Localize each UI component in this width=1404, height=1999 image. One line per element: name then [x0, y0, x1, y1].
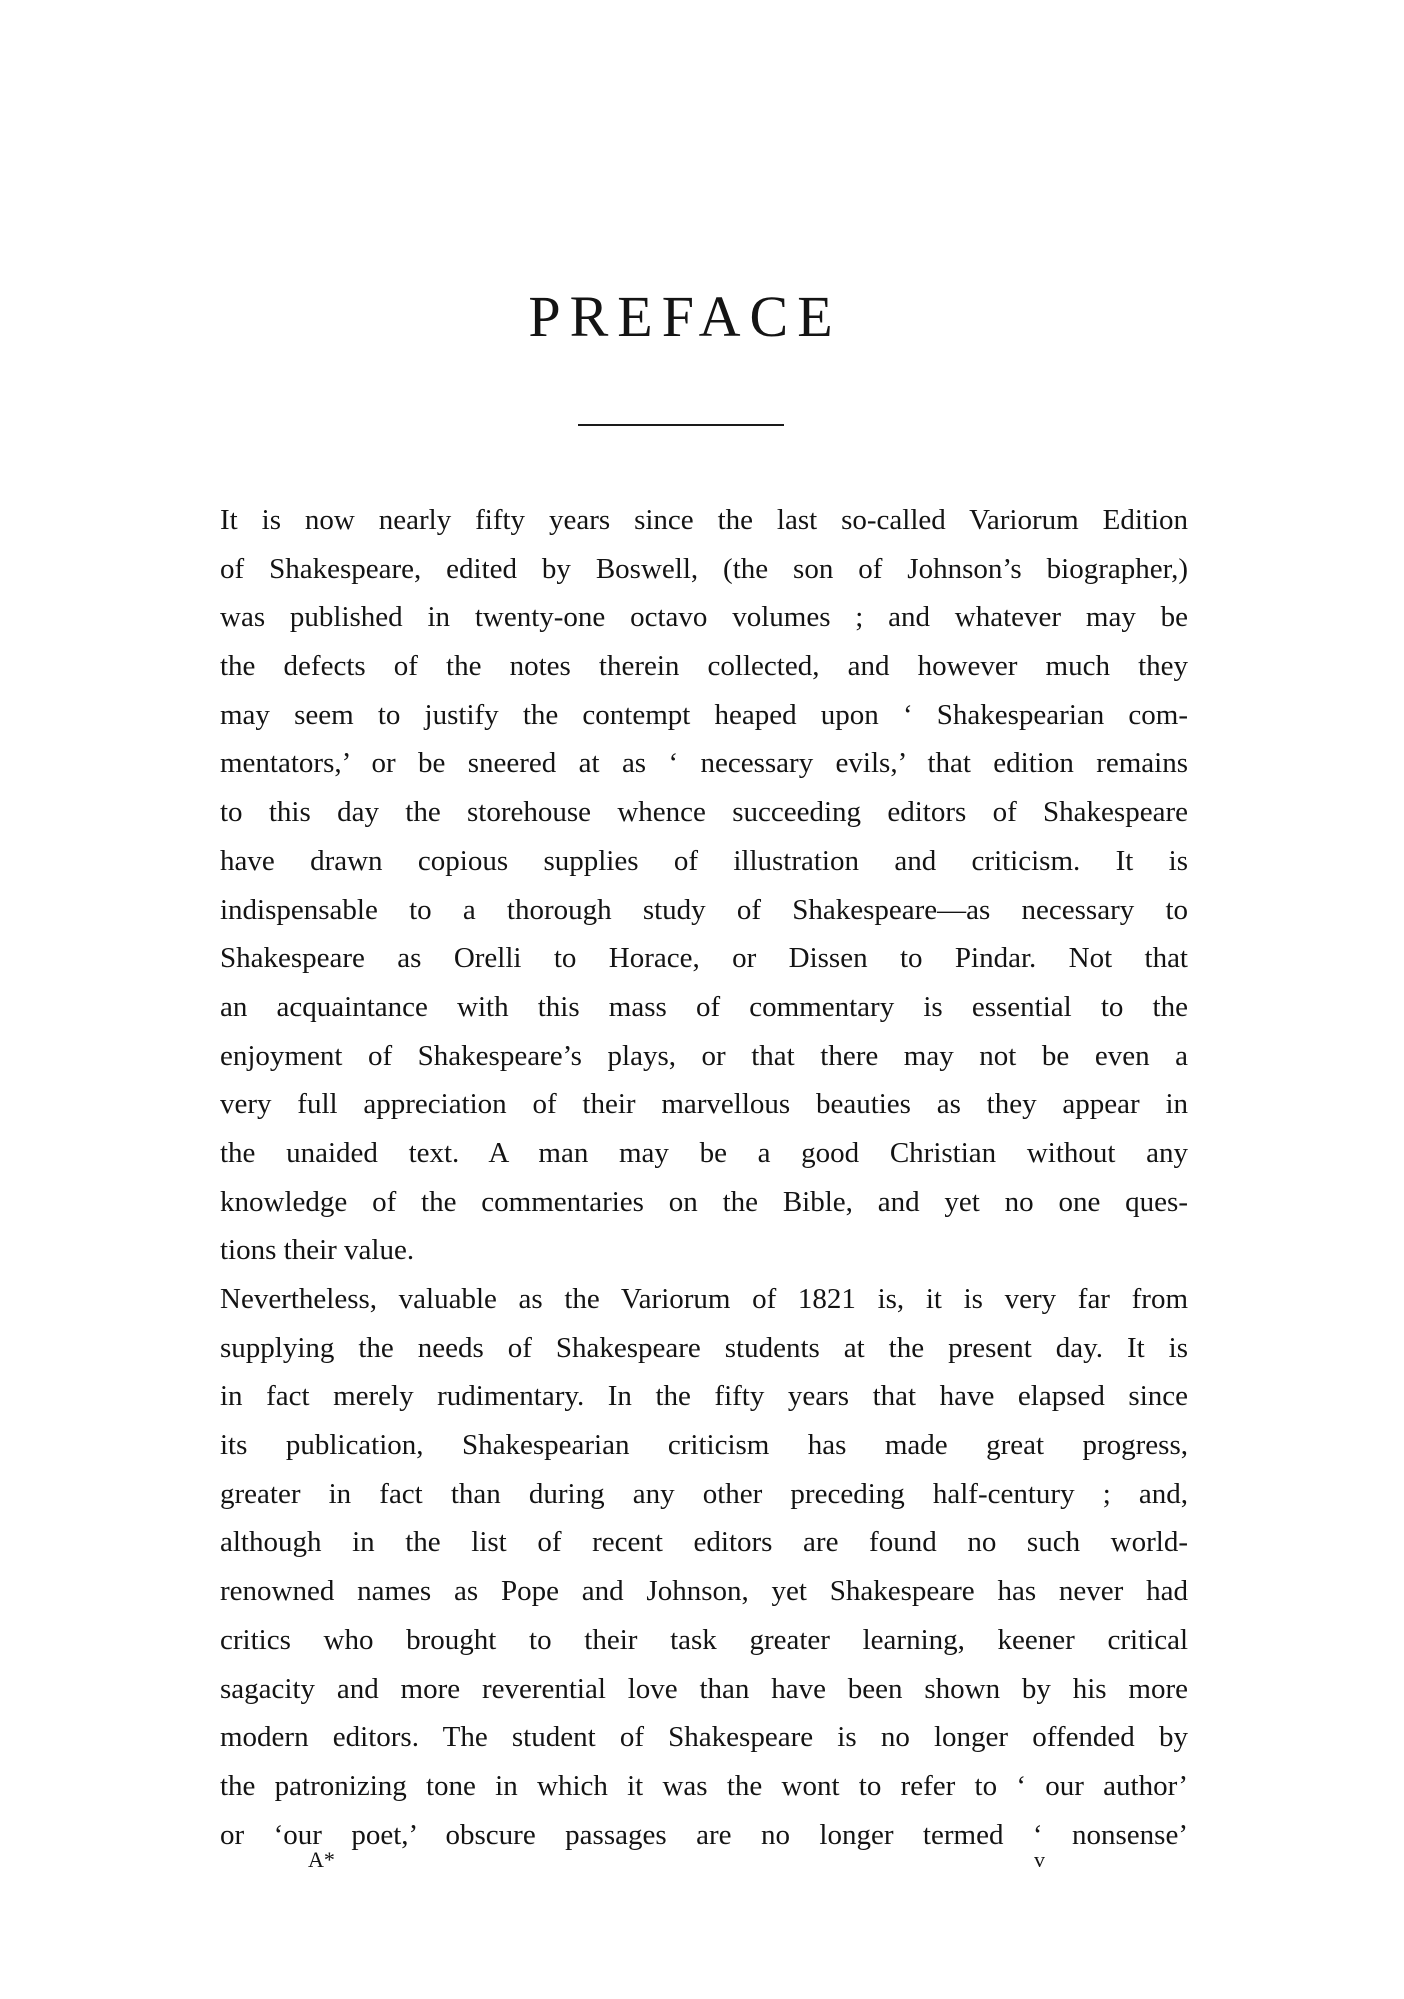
- text-line: very full appreciation of their marvellous beauties as they appear in: [220, 1088, 1188, 1121]
- text-line: Shakespeare as Orelli to Horace, or Dissen to Pindar. Not that: [220, 942, 1188, 975]
- text-line: its publication, Shakespearian criticism has made great progress,: [220, 1429, 1188, 1462]
- text-line: mentators,’ or be sneered at as ‘ necessary evils,’ that edition remains: [220, 747, 1188, 780]
- text-line: was published in twenty-one octavo volumes ; and whatever may be: [220, 601, 1188, 634]
- text-line: Nevertheless, valuable as the Variorum of 1821 is, it is very far from: [220, 1283, 1188, 1315]
- preface-body: [220, 496, 1188, 1859]
- page-title: PREFACE: [528, 284, 842, 349]
- text-line: although in the list of recent editors are found no such world-: [220, 1526, 1188, 1559]
- text-line: or ‘our poet,’ obscure passages are no longer termed ‘ nonsense’: [220, 1818, 1188, 1851]
- text-line: critics who brought to their task greater learning, keener critical: [220, 1623, 1188, 1656]
- text-line: in fact merely rudimentary. In the fifty years that have elapsed since: [220, 1380, 1188, 1413]
- text-line: enjoyment of Shakespeare’s plays, or that there may not be even a: [220, 1039, 1188, 1072]
- text-line: renowned names as Pope and Johnson, yet Shakespeare has never had: [220, 1575, 1188, 1608]
- text-line: supplying the needs of Shakespeare students at the present day. It is: [220, 1331, 1188, 1364]
- text-line: may seem to justify the contempt heaped upon ‘ Shakespearian com-: [220, 698, 1188, 731]
- text-line: It is now nearly fifty years since the last so-called Variorum Edition: [220, 504, 1188, 536]
- text-line: tions their value.: [220, 1234, 415, 1267]
- text-line: to this day the storehouse whence succeeding editors of Shakespeare: [220, 796, 1188, 829]
- text-line: the defects of the notes therein collected, and however much they: [220, 650, 1188, 683]
- page-number: v: [1034, 1847, 1045, 1872]
- text-line: indispensable to a thorough study of Shakespeare—as necessary to: [220, 893, 1188, 926]
- text-line: an acquaintance with this mass of commentary is essential to the: [220, 990, 1188, 1023]
- paragraph-2: [220, 1275, 1188, 1859]
- text-line: greater in fact than during any other preceding half-century ; and,: [220, 1477, 1188, 1510]
- signature-mark: A*: [308, 1847, 335, 1872]
- text-line: of Shakespeare, edited by Boswell, (the son of Johnson’s biographer,): [220, 552, 1188, 585]
- paragraph-1: [220, 496, 1188, 1275]
- text-line: the unaided text. A man may be a good Christian without any: [220, 1136, 1188, 1169]
- text-line: the patronizing tone in which it was the wont to refer to ‘ our author’: [220, 1769, 1188, 1802]
- text-line: knowledge of the commentaries on the Bible, and yet no one ques-: [220, 1185, 1188, 1218]
- text-line: sagacity and more reverential love than have been shown by his more: [220, 1672, 1188, 1705]
- text-line: modern editors. The student of Shakespeare is no longer offended by: [220, 1721, 1188, 1754]
- text-line: have drawn copious supplies of illustration and criticism. It is: [220, 844, 1188, 877]
- title-rule: [578, 424, 784, 426]
